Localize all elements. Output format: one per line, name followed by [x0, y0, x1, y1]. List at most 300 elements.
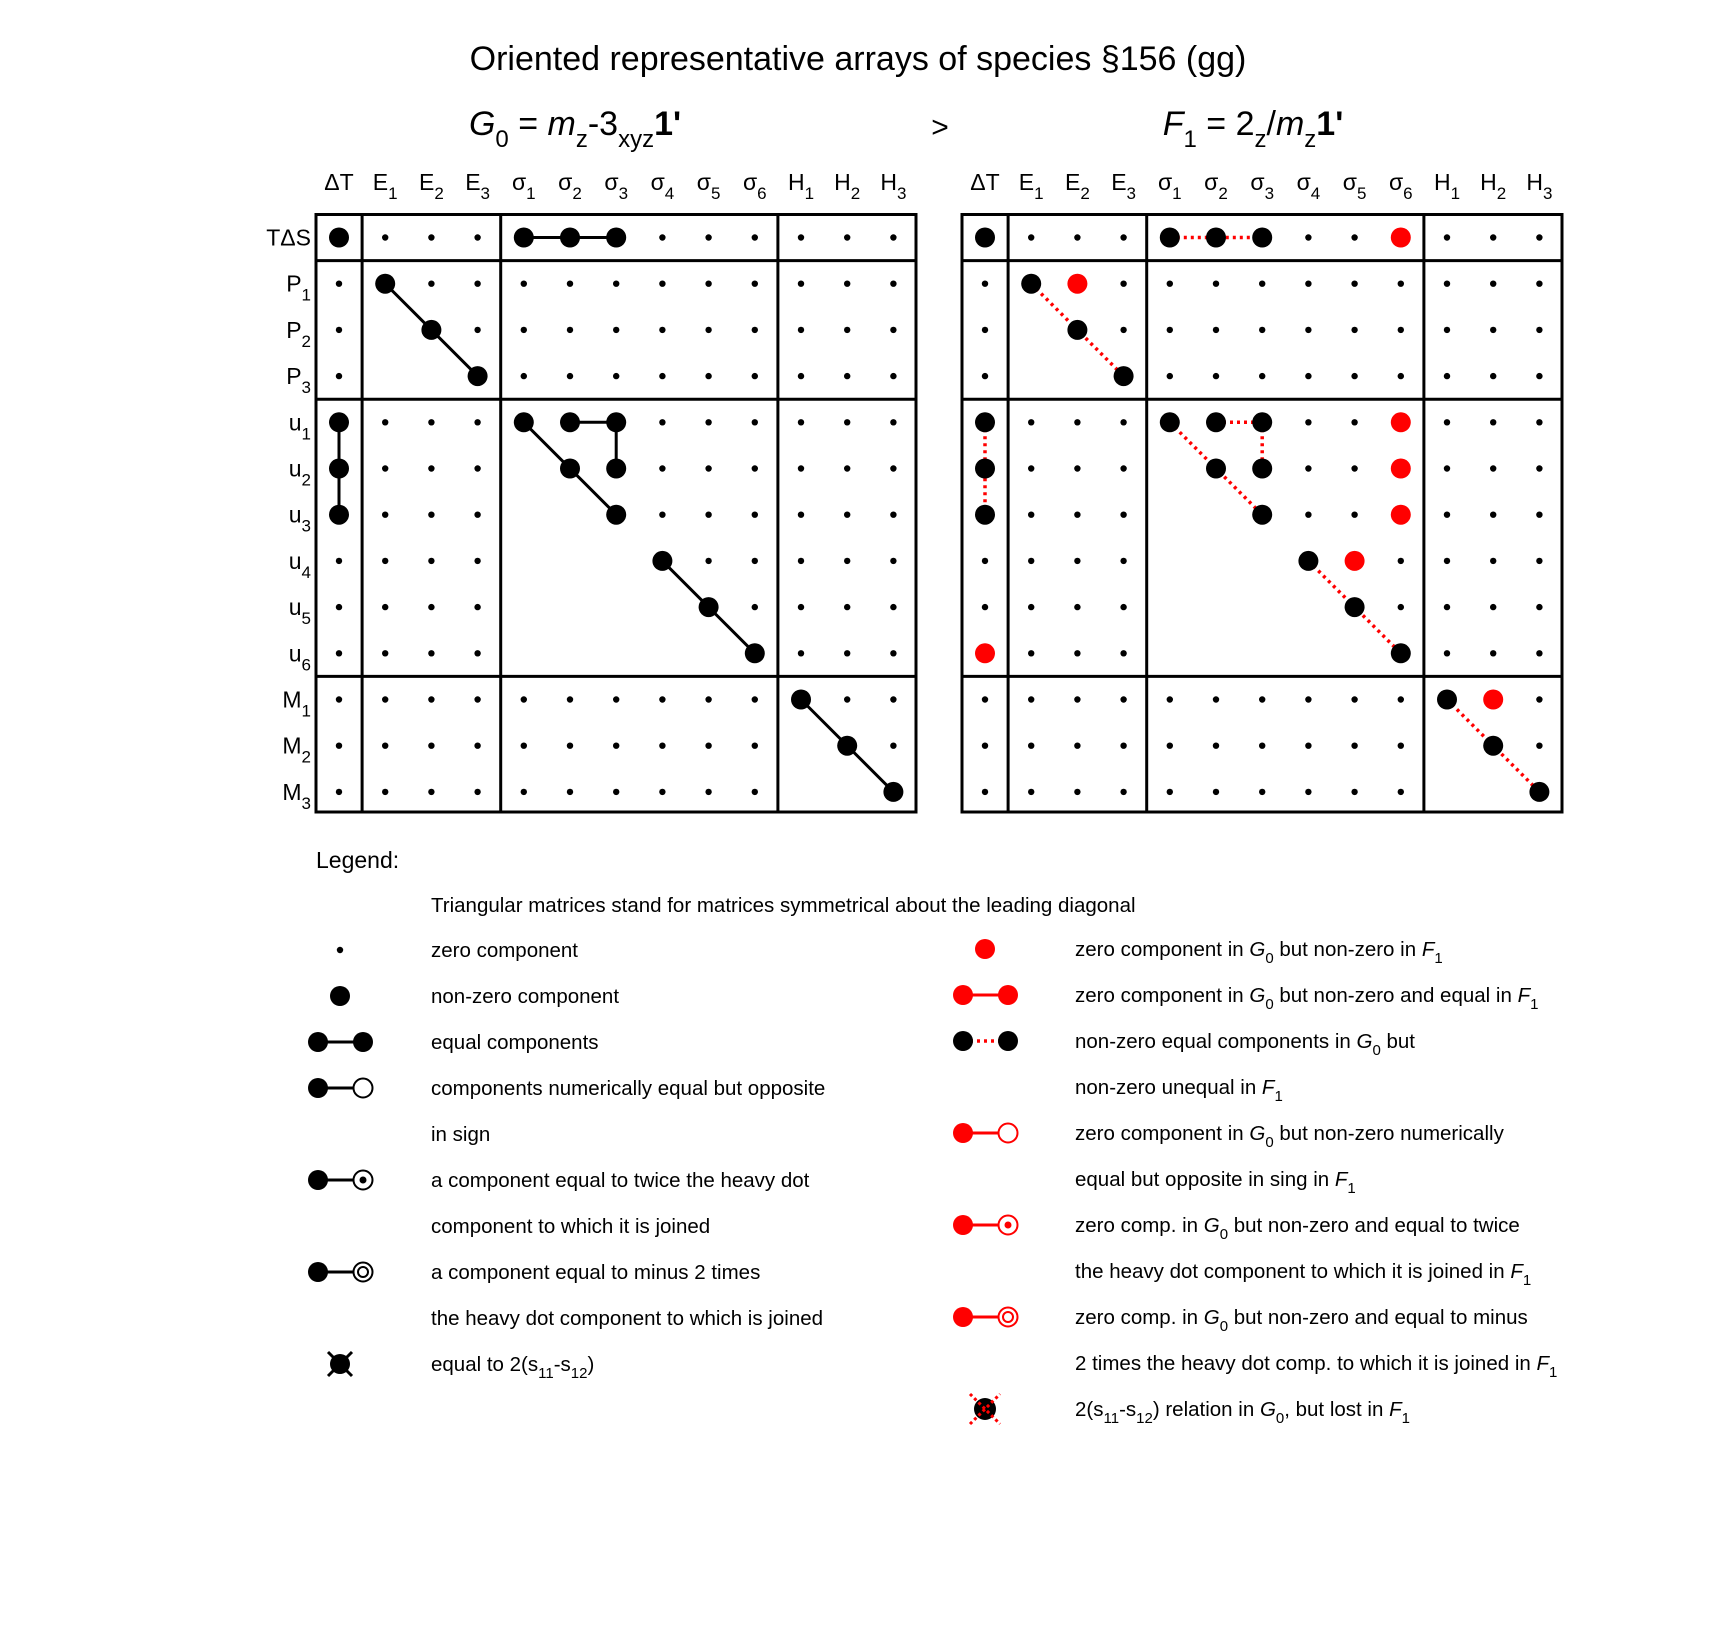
- legend-subscript: 1: [1347, 1180, 1356, 1197]
- g0-zero-dot: [752, 789, 758, 795]
- legend-text: , but lost in: [1284, 1398, 1390, 1421]
- legend-italic: F: [1334, 1168, 1348, 1191]
- header-left-equals: =: [508, 105, 548, 143]
- f1-zero-dot: [1398, 281, 1404, 287]
- g0-zero-dot: [890, 743, 896, 749]
- f1-zero-dot: [1444, 419, 1450, 425]
- g0-nonzero-dot: [514, 228, 534, 248]
- open-circle-symbol: [999, 1124, 1018, 1143]
- heavy-dot-symbol: [308, 1170, 328, 1190]
- legend-subscript: 1: [1549, 1364, 1558, 1381]
- f1-zero-dot: [1536, 743, 1542, 749]
- legend-item: [308, 1261, 823, 1330]
- f1-new-nonzero-dot: [975, 643, 995, 663]
- legend-subscript: 11: [538, 1365, 554, 1382]
- legend-text: non-zero equal components in: [1075, 1030, 1357, 1053]
- legend-item: [953, 1214, 1531, 1289]
- f1-zero-dot: [1444, 604, 1450, 610]
- legend-label: [431, 1169, 810, 1192]
- f1-zero-dot: [982, 373, 988, 379]
- open-circle-symbol: [354, 1263, 373, 1282]
- g0-zero-dot: [844, 696, 850, 702]
- g0-zero-dot: [844, 604, 850, 610]
- f1-zero-dot: [1351, 419, 1357, 425]
- g0-zero-dot: [752, 419, 758, 425]
- f1-zero-dot: [1351, 281, 1357, 287]
- legend-item: [970, 1394, 1410, 1427]
- g0-zero-dot: [890, 604, 896, 610]
- g0-nonzero-dot: [745, 643, 765, 663]
- g0-zero-dot: [613, 743, 619, 749]
- g0-column-label: $\sigma_2$: [558, 169, 582, 203]
- g0-zero-dot: [798, 512, 804, 518]
- g0-column-label: $\sigma_5$: [696, 169, 721, 203]
- legend-text: in sign: [431, 1123, 491, 1146]
- g0-zero-dot: [705, 419, 711, 425]
- g0-zero-dot: [428, 558, 434, 564]
- g0-zero-dot: [705, 743, 711, 749]
- f1-zero-dot: [1536, 558, 1542, 564]
- legend-italic: F: [1261, 1076, 1275, 1099]
- f1-zero-dot: [1120, 234, 1126, 240]
- f1-zero-dot: [982, 789, 988, 795]
- legend-subscript: 0: [1275, 1410, 1285, 1427]
- g0-column-label: $\sigma_4$: [650, 169, 675, 203]
- g0-zero-dot: [798, 373, 804, 379]
- f1-nonzero-dot: [975, 228, 995, 248]
- header-left-subscript: 0: [495, 126, 509, 153]
- header-left-middle-subscript: xyz: [618, 126, 655, 153]
- g0-zero-dot: [844, 558, 850, 564]
- header-right-subscript: 1: [1183, 126, 1197, 153]
- g0-zero-dot: [752, 604, 758, 610]
- f1-zero-dot: [1074, 234, 1080, 240]
- g0-column-label: ΔT: [324, 169, 354, 195]
- g0-zero-dot: [567, 327, 573, 333]
- legend-label: [431, 1307, 823, 1330]
- g0-row-label: $M_2$: [282, 732, 311, 767]
- g0-column-label: $\sigma_3$: [604, 169, 629, 203]
- f1-column-label: $E_1$: [1018, 169, 1044, 203]
- f1-zero-dot: [1213, 696, 1219, 702]
- header-left-bold: 1': [654, 105, 682, 143]
- g0-zero-dot: [474, 465, 480, 471]
- g0-nonzero-dot: [560, 228, 580, 248]
- f1-nonzero-dot: [1160, 412, 1180, 432]
- g0-nonzero-dot: [468, 366, 488, 386]
- g0-nonzero-dot: [329, 412, 349, 432]
- g0-zero-dot: [428, 650, 434, 656]
- legend-text: equal to 2(s: [431, 1353, 539, 1376]
- g0-zero-dot: [890, 281, 896, 287]
- g0-zero-dot: [890, 419, 896, 425]
- legend-label: [1075, 984, 1538, 1013]
- g0-zero-dot: [890, 327, 896, 333]
- g0-column-label: $H_2$: [834, 169, 861, 203]
- f1-zero-dot: [1074, 743, 1080, 749]
- g0-row-label: TΔS: [266, 224, 311, 251]
- legend-italic: G: [1249, 984, 1266, 1007]
- header-right-equals: = 2: [1196, 105, 1255, 143]
- f1-zero-dot: [1490, 650, 1496, 656]
- g0-zero-dot: [336, 281, 342, 287]
- f1-zero-dot: [1028, 743, 1034, 749]
- f1-zero-dot: [1167, 281, 1173, 287]
- f1-zero-dot: [1120, 558, 1126, 564]
- g0-zero-dot: [382, 789, 388, 795]
- g0-column-label: $\sigma_6$: [742, 169, 767, 203]
- f1-column-label: $E_3$: [1111, 169, 1137, 203]
- g0-zero-dot: [474, 743, 480, 749]
- g0-zero-dot: [705, 512, 711, 518]
- legend-item: [953, 1030, 1415, 1105]
- legend-item: [953, 1306, 1557, 1381]
- g0-nonzero-dot: [329, 459, 349, 479]
- f1-new-nonzero-dot: [1391, 459, 1411, 479]
- f1-zero-dot: [1398, 373, 1404, 379]
- g0-zero-dot: [521, 281, 527, 287]
- g0-zero-dot: [382, 512, 388, 518]
- g0-zero-dot: [336, 696, 342, 702]
- g0-zero-dot: [613, 789, 619, 795]
- g0-zero-dot: [428, 281, 434, 287]
- f1-zero-dot: [1074, 650, 1080, 656]
- legend-label: [1075, 1122, 1505, 1151]
- legend-text: but non-zero numerically: [1273, 1122, 1504, 1145]
- g0-zero-dot: [752, 512, 758, 518]
- f1-column-label: $\sigma_1$: [1157, 169, 1182, 203]
- g0-zero-dot: [705, 281, 711, 287]
- f1-zero-dot: [1120, 327, 1126, 333]
- legend-item: [328, 1352, 594, 1382]
- legend-label: [431, 1261, 760, 1284]
- f1-nonzero-dot: [975, 505, 995, 525]
- f1-zero-dot: [1213, 281, 1219, 287]
- f1-zero-dot: [1028, 465, 1034, 471]
- g0-row-label: $P_1$: [286, 270, 311, 305]
- legend-label: [1075, 1030, 1415, 1059]
- g0-nonzero-dot: [514, 412, 534, 432]
- f1-column-label: $\sigma_4$: [1296, 169, 1321, 203]
- g0-zero-dot: [659, 512, 665, 518]
- f1-zero-dot: [1074, 512, 1080, 518]
- legend-italic: G: [1203, 1214, 1220, 1237]
- legend-text: the heavy dot component to which it is joined in: [1075, 1260, 1511, 1283]
- f1-zero-dot: [982, 281, 988, 287]
- legend-text: but non-zero and equal in: [1273, 984, 1518, 1007]
- legend-text: component to which it is joined: [431, 1215, 711, 1238]
- f1-zero-dot: [1120, 650, 1126, 656]
- f1-zero-dot: [1213, 789, 1219, 795]
- g0-zero-dot: [521, 373, 527, 379]
- g0-zero-dot: [844, 419, 850, 425]
- g0-zero-dot: [474, 234, 480, 240]
- g0-zero-dot: [613, 327, 619, 333]
- g0-row-label: $M_1$: [282, 686, 311, 721]
- f1-zero-dot: [1351, 234, 1357, 240]
- g0-zero-dot: [798, 650, 804, 656]
- g0-zero-dot: [521, 743, 527, 749]
- f1-nonzero-dot: [1345, 597, 1365, 617]
- nonzero-dot-symbol: [998, 1031, 1018, 1051]
- f1-zero-dot: [1444, 327, 1450, 333]
- g0-zero-dot: [428, 743, 434, 749]
- red-dot-symbol: [975, 939, 995, 959]
- legend-text: but: [1380, 1030, 1415, 1053]
- f1-nonzero-dot: [1067, 320, 1087, 340]
- f1-zero-dot: [1213, 327, 1219, 333]
- g0-nonzero-dot: [329, 505, 349, 525]
- f1-zero-dot: [1259, 743, 1265, 749]
- g0-nonzero-dot: [606, 412, 626, 432]
- header-left-italic: m: [547, 105, 576, 143]
- f1-new-nonzero-dot: [1391, 505, 1411, 525]
- f1-zero-dot: [1490, 465, 1496, 471]
- g0-zero-dot: [382, 234, 388, 240]
- f1-nonzero-dot: [1114, 366, 1134, 386]
- g0-zero-dot: [428, 419, 434, 425]
- f1-zero-dot: [1167, 789, 1173, 795]
- header-right-slash: /: [1266, 105, 1276, 143]
- f1-zero-dot: [1305, 743, 1311, 749]
- g0-zero-dot: [752, 743, 758, 749]
- g0-nonzero-dot: [652, 551, 672, 571]
- f1-new-nonzero-dot: [1391, 412, 1411, 432]
- f1-nonzero-dot: [1391, 643, 1411, 663]
- g0-zero-dot: [890, 465, 896, 471]
- f1-zero-dot: [1444, 234, 1450, 240]
- f1-zero-dot: [1351, 465, 1357, 471]
- f1-zero-dot: [1351, 512, 1357, 518]
- f1-nonzero-dot: [1206, 228, 1226, 248]
- f1-zero-dot: [1028, 558, 1034, 564]
- legend-italic: G: [1249, 938, 1266, 961]
- legend-italic: G: [1249, 1122, 1266, 1145]
- f1-zero-dot: [1444, 512, 1450, 518]
- legend-item: [953, 1122, 1505, 1197]
- f1-zero-dot: [1167, 696, 1173, 702]
- g0-nonzero-dot: [606, 505, 626, 525]
- legend-subscript: 12: [1136, 1410, 1153, 1427]
- f1-zero-dot: [1536, 465, 1542, 471]
- f1-column-label: $H_3$: [1526, 169, 1553, 203]
- legend-text: a component equal to minus 2 times: [431, 1261, 761, 1284]
- f1-zero-dot: [1398, 789, 1404, 795]
- f1-nonzero-dot: [1021, 274, 1041, 294]
- g0-column-label: $E_2$: [418, 169, 444, 203]
- legend-label: [1075, 1168, 1356, 1197]
- header-left: [469, 105, 681, 153]
- header-left-italic-subscript: z: [575, 126, 588, 153]
- f1-zero-dot: [1259, 327, 1265, 333]
- legend-label: [431, 1215, 710, 1238]
- f1-new-nonzero-dot: [1345, 551, 1365, 571]
- f1-zero-dot: [1259, 696, 1265, 702]
- f1-zero-dot: [1120, 743, 1126, 749]
- g0-zero-dot: [474, 696, 480, 702]
- legend-text: non-zero unequal in: [1075, 1076, 1262, 1099]
- g0-zero-dot: [798, 234, 804, 240]
- f1-zero-dot: [1536, 604, 1542, 610]
- g0-zero-dot: [474, 512, 480, 518]
- f1-zero-dot: [982, 558, 988, 564]
- legend-subscript: 0: [1372, 1042, 1381, 1059]
- f1-zero-dot: [1213, 743, 1219, 749]
- legend-text: 2(s: [1075, 1398, 1104, 1421]
- open-circle-symbol: [354, 1079, 373, 1098]
- f1-nonzero-dot: [1529, 782, 1549, 802]
- legend-text: zero component: [431, 939, 579, 962]
- legend-item: [337, 939, 579, 962]
- g0-zero-dot: [336, 650, 342, 656]
- g0-zero-dot: [613, 373, 619, 379]
- f1-zero-dot: [1305, 281, 1311, 287]
- g0-zero-dot: [752, 696, 758, 702]
- g0-zero-dot: [474, 789, 480, 795]
- g0-zero-dot: [752, 373, 758, 379]
- f1-column-label: ΔT: [970, 169, 1000, 195]
- f1-zero-dot: [1444, 465, 1450, 471]
- f1-zero-dot: [1167, 743, 1173, 749]
- g0-nonzero-dot: [606, 228, 626, 248]
- heavy-dot-symbol: [998, 985, 1018, 1005]
- g0-zero-dot: [474, 650, 480, 656]
- g0-zero-dot: [659, 234, 665, 240]
- g0-zero-dot: [382, 558, 388, 564]
- g0-row-label: $P_2$: [286, 316, 311, 351]
- g0-zero-dot: [752, 281, 758, 287]
- f1-zero-dot: [1351, 789, 1357, 795]
- f1-zero-dot: [1444, 558, 1450, 564]
- g0-zero-dot: [336, 789, 342, 795]
- f1-zero-dot: [1120, 419, 1126, 425]
- g0-zero-dot: [428, 234, 434, 240]
- legend-text: zero component in: [1075, 938, 1250, 961]
- f1-zero-dot: [1028, 650, 1034, 656]
- legend-text: zero comp. in: [1075, 1214, 1204, 1237]
- f1-zero-dot: [1490, 373, 1496, 379]
- g0-zero-dot: [659, 789, 665, 795]
- g0-zero-dot: [521, 327, 527, 333]
- f1-zero-dot: [1213, 373, 1219, 379]
- f1-zero-dot: [982, 696, 988, 702]
- g0-zero-dot: [613, 281, 619, 287]
- f1-zero-dot: [1074, 604, 1080, 610]
- g0-zero-dot: [474, 604, 480, 610]
- f1-zero-dot: [1305, 373, 1311, 379]
- header-left-symbol: G: [468, 105, 496, 143]
- greater-than-symbol: >: [931, 111, 949, 144]
- f1-nonzero-dot: [1252, 412, 1272, 432]
- f1-column-label: $\sigma_5$: [1342, 169, 1367, 203]
- g0-zero-dot: [798, 281, 804, 287]
- f1-zero-dot: [1444, 373, 1450, 379]
- g0-zero-dot: [659, 696, 665, 702]
- f1-zero-dot: [1536, 234, 1542, 240]
- legend-text: but non-zero and equal to minus: [1228, 1306, 1528, 1329]
- f1-zero-dot: [1398, 743, 1404, 749]
- legend-label: [1075, 1306, 1528, 1335]
- legend-text: zero component in: [1075, 984, 1250, 1007]
- heavy-dot-symbol: [953, 985, 973, 1005]
- f1-zero-dot: [1305, 327, 1311, 333]
- inner-dot-symbol: [360, 1177, 367, 1184]
- g0-zero-dot: [521, 696, 527, 702]
- f1-zero-dot: [1490, 419, 1496, 425]
- g0-row-label: $u_6$: [288, 640, 311, 675]
- legend-italic: F: [1389, 1398, 1402, 1421]
- f1-zero-dot: [1536, 373, 1542, 379]
- g0-zero-dot: [336, 604, 342, 610]
- f1-zero-dot: [1074, 558, 1080, 564]
- f1-zero-dot: [1259, 789, 1265, 795]
- g0-zero-dot: [382, 650, 388, 656]
- g0-nonzero-dot: [375, 274, 395, 294]
- legend-label: [431, 1031, 599, 1054]
- g0-column-label: $H_1$: [787, 169, 815, 203]
- g0-zero-dot: [705, 558, 711, 564]
- legend-italic: F: [1510, 1260, 1523, 1283]
- f1-nonzero-dot: [1160, 228, 1180, 248]
- f1-zero-dot: [1167, 373, 1173, 379]
- g0-zero-dot: [382, 465, 388, 471]
- f1-nonzero-dot: [975, 459, 995, 479]
- legend-text: a component equal to twice the heavy dot: [431, 1169, 810, 1192]
- g0-zero-dot: [567, 789, 573, 795]
- legend-italic: G: [1356, 1030, 1373, 1053]
- f1-zero-dot: [1490, 558, 1496, 564]
- f1-new-nonzero-dot: [1391, 228, 1411, 248]
- f1-zero-dot: [1490, 234, 1496, 240]
- header-right: [1163, 105, 1344, 153]
- f1-zero-dot: [1398, 604, 1404, 610]
- g0-nonzero-dot: [837, 736, 857, 756]
- nonzero-dot-symbol: [330, 986, 350, 1006]
- f1-zero-dot: [1074, 465, 1080, 471]
- f1-zero-dot: [1167, 327, 1173, 333]
- legend-label: [1075, 1260, 1531, 1289]
- g0-zero-dot: [890, 650, 896, 656]
- f1-zero-dot: [1028, 696, 1034, 702]
- f1-nonzero-dot: [1252, 505, 1272, 525]
- f1-zero-dot: [1398, 327, 1404, 333]
- f1-zero-dot: [1536, 696, 1542, 702]
- legend-subscript: 1: [1522, 1272, 1532, 1289]
- legend-item: [308, 1077, 825, 1146]
- g0-zero-dot: [798, 558, 804, 564]
- f1-new-nonzero-dot: [1067, 274, 1087, 294]
- g0-zero-dot: [428, 789, 434, 795]
- f1-zero-dot: [1351, 327, 1357, 333]
- legend-text: but non-zero and equal to twice: [1228, 1214, 1520, 1237]
- heavy-dot-symbol: [353, 1032, 373, 1052]
- g0-zero-dot: [705, 327, 711, 333]
- g0-nonzero-dot: [883, 782, 903, 802]
- g0-zero-dot: [382, 419, 388, 425]
- f1-zero-dot: [982, 327, 988, 333]
- g0-nonzero-dot: [606, 459, 626, 479]
- g0-zero-dot: [336, 558, 342, 564]
- f1-zero-dot: [1444, 650, 1450, 656]
- f1-zero-dot: [1351, 373, 1357, 379]
- g0-zero-dot: [844, 650, 850, 656]
- f1-zero-dot: [1120, 604, 1126, 610]
- legend-italic: G: [1203, 1306, 1220, 1329]
- f1-zero-dot: [1305, 419, 1311, 425]
- matrix-f1: [962, 169, 1562, 812]
- f1-zero-dot: [1398, 696, 1404, 702]
- g0-zero-dot: [844, 512, 850, 518]
